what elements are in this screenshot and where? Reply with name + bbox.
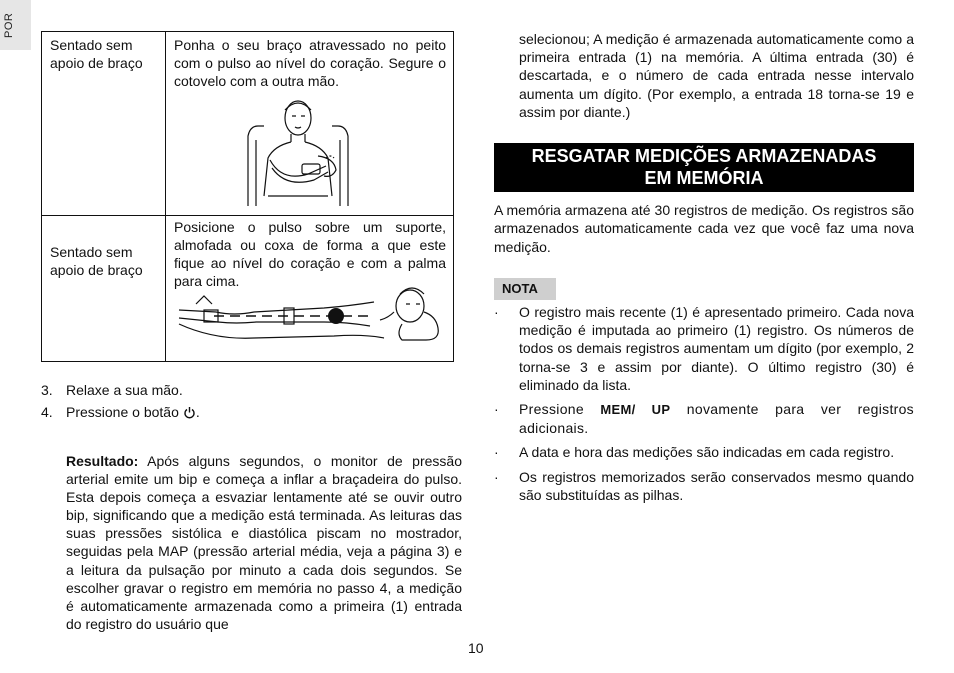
bullet-mark: · bbox=[494, 468, 499, 485]
bullet-mark: · bbox=[494, 304, 499, 320]
step-number: 3. bbox=[41, 382, 53, 398]
step-suffix: . bbox=[195, 404, 200, 420]
note-item bbox=[494, 303, 914, 394]
language-label: POR bbox=[3, 12, 15, 38]
lying-person-illustration bbox=[174, 282, 444, 358]
continuation-paragraph: selecionou; A medição é armazenada automaticamente como a primeira entrada (1) na memória. A última entrada (30) é descartada, e o número de cada entrada nesse intervalo aumenta um dígito. (Por exemplo, a entrada 18 torna-se 19 e assim por diante.) bbox=[519, 31, 914, 120]
note-item bbox=[494, 400, 914, 437]
row2-position: Sentado sem apoio de braço bbox=[50, 244, 143, 278]
note-text: A data e hora das medições são indicadas em cada registro. bbox=[519, 444, 895, 461]
result-text: Após alguns segundos, o monitor de pressão arterial emite um bip e começa a inflar a braçadeira do pulso. Esta depois começa a esvaziar lentamente até se ouvir outro bip, significando que a medição está terminada. As leituras das suas pressões sistólica e diastólica piscam no mostrador, seguidas pela MAP (pressão arterial média, veja a página 3) e a leitura da pulsação por minuto a cada dois segundos. Se escolher gravar o registro em memória no passo 4, a medição é automaticamente armazenada como a primeira (1) entrada do registro do usuário que bbox=[66, 453, 462, 632]
page-number: 10 bbox=[468, 640, 484, 656]
section-intro: A memória armazena até 30 registros de medição. Os registros são armazenados automaticamente cada vez que você faz uma nova medição. bbox=[494, 202, 914, 255]
step-text-wrap bbox=[66, 403, 200, 421]
note-list bbox=[494, 303, 914, 504]
mem-up-key-label: MEM/ UP bbox=[600, 402, 671, 418]
power-icon bbox=[183, 406, 196, 419]
note-text: Os registros memorizados serão conservados mesmo quando são substituídas as pilhas. bbox=[519, 468, 914, 503]
table-divider-vertical bbox=[165, 32, 166, 361]
step-number: 4. bbox=[41, 404, 53, 420]
row1-instruction: Ponha o seu braço atravessado no peito com o pulso ao nível do coração. Segure o cotovelo com a outra mão. bbox=[174, 37, 446, 89]
table-divider-horizontal bbox=[42, 215, 453, 216]
note-text-post: novamente para ver registros adicionais. bbox=[519, 401, 914, 437]
note-text-pre: Pressione bbox=[519, 401, 601, 418]
section-heading-line2: EM MEMÓRIA bbox=[644, 168, 764, 188]
result-label: Resultado: bbox=[66, 453, 139, 469]
row2-instruction: Posicione o pulso sobre um suporte, almofada ou coxa de forma a que este fique ao nível do coração e com a palma para cima. bbox=[174, 219, 446, 289]
note-item bbox=[494, 468, 914, 504]
bullet-mark: · bbox=[494, 401, 499, 418]
section-heading bbox=[494, 143, 914, 192]
step-text: Relaxe a sua mão. bbox=[66, 382, 183, 398]
section-heading-line1: RESGATAR MEDIÇÕES ARMAZENADAS bbox=[531, 146, 877, 166]
row1-position: Sentado sem apoio de braço bbox=[50, 37, 143, 71]
seated-person-illustration bbox=[238, 96, 358, 208]
position-table bbox=[41, 31, 454, 362]
result-paragraph bbox=[66, 452, 462, 633]
step-text: Pressione o botão bbox=[66, 404, 179, 420]
note-item bbox=[494, 443, 914, 461]
note-text: O registro mais recente (1) é apresentado primeiro. Cada nova medição é imputada ao primeiro (1) registro. Os números de todos os demais registros aumentam um dígito (por exemplo, 2 torna-se 3 e assim por diante). O último registro (30) é eliminado da lista. bbox=[519, 304, 914, 393]
bullet-mark: · bbox=[494, 444, 499, 461]
language-tab bbox=[0, 0, 31, 50]
note-label: NOTA bbox=[494, 278, 556, 300]
